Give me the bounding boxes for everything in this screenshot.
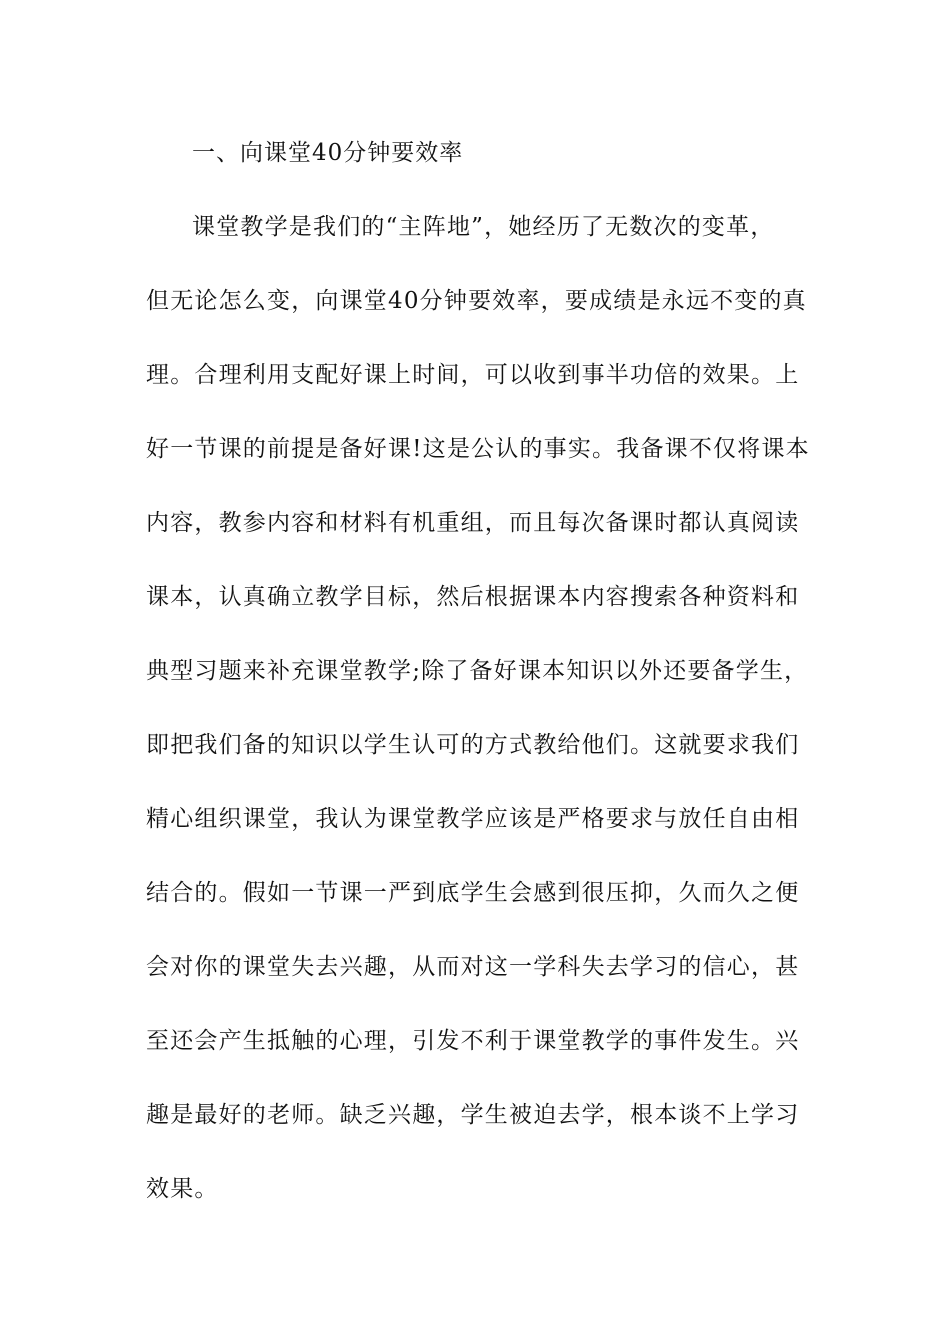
paragraph-line: 好一节课的前提是备好课!这是公认的事实。我备课不仅将课本 (146, 436, 810, 462)
paragraph-line: 课堂教学是我们的“主阵地”，她经历了无数次的变革， (192, 214, 775, 240)
paragraph-line: 课本，认真确立教学目标，然后根据课本内容搜索各种资料和 (146, 584, 800, 610)
paragraph-line: 但无论怎么变，向课堂40分钟要效率，要成绩是永远不变的真 (146, 288, 807, 314)
paragraph-line: 精心组织课堂，我认为课堂教学应该是严格要求与放任自由相 (146, 806, 800, 832)
paragraph-line: 典型习题来补充课堂教学;除了备好课本知识以外还要备学生， (146, 658, 809, 684)
paragraph-line: 趣是最好的老师。缺乏兴趣，学生被迫去学，根本谈不上学习 (146, 1102, 800, 1128)
section-heading: 一、向课堂40分钟要效率 (192, 140, 464, 166)
paragraph-line: 结合的。假如一节课一严到底学生会感到很压抑，久而久之便 (146, 880, 800, 906)
paragraph-line: 会对你的课堂失去兴趣，从而对这一学科失去学习的信心，甚 (146, 954, 800, 980)
paragraph-line: 理。合理利用支配好课上时间，可以收到事半功倍的效果。上 (146, 362, 800, 388)
paragraph-line: 即把我们备的知识以学生认可的方式教给他们。这就要求我们 (146, 732, 800, 758)
paragraph-line: 效果。 (146, 1176, 219, 1202)
paragraph-line: 内容，教参内容和材料有机重组，而且每次备课时都认真阅读 (146, 510, 800, 536)
paragraph-line: 至还会产生抵触的心理，引发不利于课堂教学的事件发生。兴 (146, 1028, 800, 1054)
